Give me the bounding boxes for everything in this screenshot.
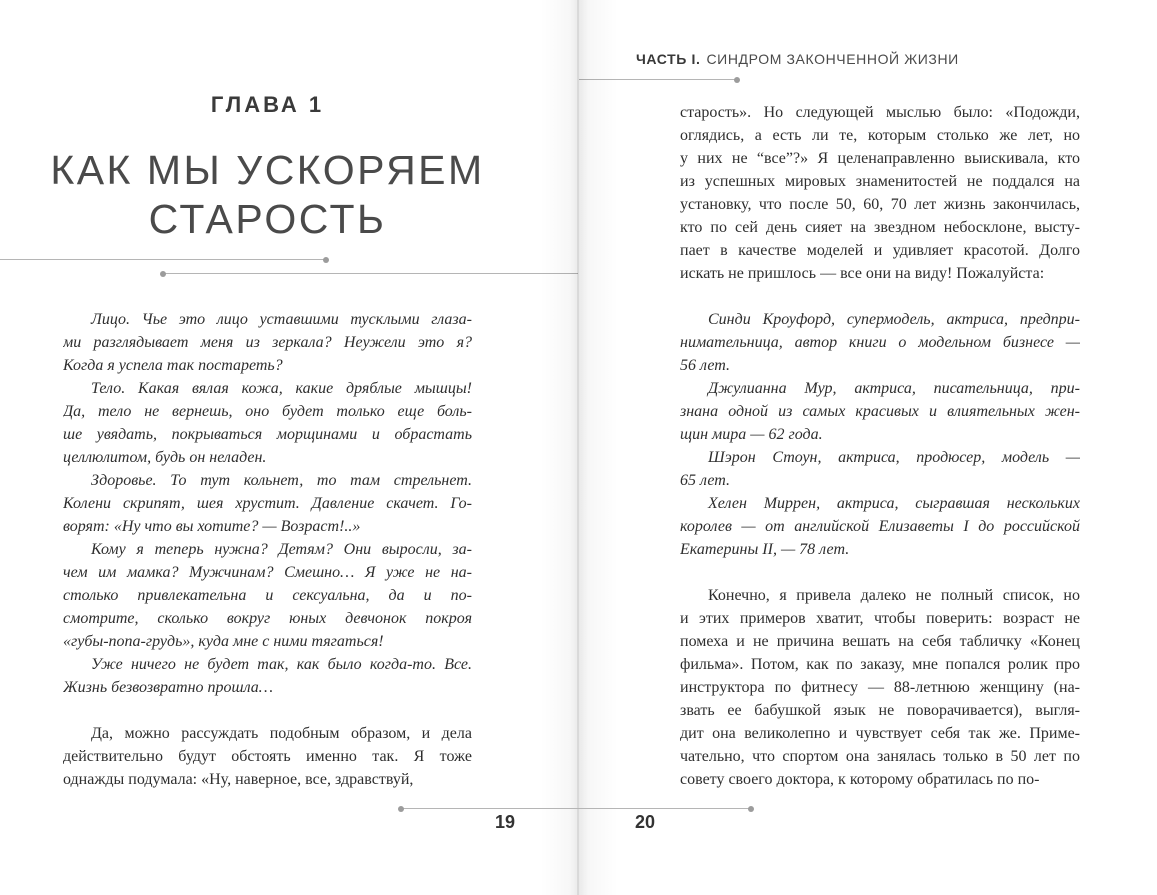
divider-line: [163, 273, 578, 274]
paragraph: [63, 653, 472, 699]
text-line: смотрите, сколько вокруг юных девчонок покроя: [63, 610, 472, 627]
text-line: Когда я успела так постареть?: [63, 357, 283, 374]
divider-dot: [398, 806, 404, 812]
page-number-left: 19: [494, 812, 516, 832]
paragraph: [63, 538, 472, 653]
text-line: инструктора по фитнесу — 88-летнюю женщину (на-: [680, 679, 1080, 696]
text-line: Да, можно рассуждать подобным образом, и дела: [91, 725, 472, 742]
text-line: королев — от английской Елизаветы I до российской: [680, 518, 1080, 535]
text-line: Кому я теперь нужна? Детям? Они выросли, за-: [91, 541, 472, 558]
text-line: Синди Кроуфорд, супермодель, актриса, предпри-: [708, 311, 1080, 328]
text-line: Хелен Миррен, актриса, сыгравшая нескольких: [708, 495, 1080, 512]
text-line: звать ее бабушкой язык не поворачивается), выгля-: [680, 702, 1080, 719]
footer-divider-line: [401, 808, 751, 809]
text-line: знана одной из самых красивых и влиятельных жен-: [680, 403, 1080, 420]
paragraph: [63, 469, 472, 538]
text-line: Тело. Какая вялая кожа, какие дряблые мышцы!: [91, 380, 472, 397]
text-line: чем им мамка? Мужчинам? Смешно… Я уже не на-: [63, 564, 472, 581]
text-line: ми разглядывает меня из зеркала? Неужели это я?: [63, 334, 472, 351]
divider-dot: [160, 271, 166, 277]
right-page[interactable]: [579, 0, 1157, 895]
paragraph: [680, 584, 1080, 791]
text-line: чательно, что спортом она занялась только в 50 лет по: [680, 748, 1080, 765]
text-line: «губы-попа-грудь», куда мне с ними тягаться!: [63, 633, 384, 650]
chapter-title-line-1: КАК МЫ УСКОРЯЕМ: [50, 147, 485, 193]
text-line: действительно будут обстоять именно так. Я тоже: [63, 748, 472, 765]
right-page-text-column: [680, 101, 1080, 791]
text-line: Конечно, я привела далеко не полный список, но: [708, 587, 1080, 604]
text-line: дит она великолепно и чувствует себя так же. Приме-: [680, 725, 1080, 742]
running-head-part-title: СИНДРОМ ЗАКОНЧЕННОЙ ЖИЗНИ: [706, 51, 959, 67]
text-line: ше увядать, покрываться морщинами и обрастать: [63, 426, 472, 443]
text-line: совету своего доктора, к которому обратилась по по-: [680, 771, 1040, 788]
text-line: Джулианна Мур, актриса, писательница, при-: [708, 380, 1080, 397]
paragraph: [63, 722, 472, 791]
running-head-part-label: ЧАСТЬ I.: [636, 51, 701, 67]
chapter-title: [0, 146, 535, 244]
text-line: целлюлитом, будь он неладен.: [63, 449, 267, 466]
text-line: фильма». Потом, как по заказу, мне попался ролик про: [680, 656, 1080, 673]
text-line: ворят: «Ну что вы хотите? — Возраст!..»: [63, 518, 361, 535]
paragraph: [680, 101, 1080, 285]
chapter-title-line-2: СТАРОСТЬ: [148, 196, 387, 242]
text-line: щин мира — 62 года.: [680, 426, 823, 443]
text-line: 56 лет.: [680, 357, 731, 374]
page-number-right: 20: [634, 812, 656, 832]
text-line: нимательница, автор книги о модельном бизнесе —: [680, 334, 1080, 351]
divider-dot: [748, 806, 754, 812]
text-line: столько привлекательна и сексуальна, да и по-: [63, 587, 472, 604]
text-line: Шэрон Стоун, актриса, продюсер, модель —: [708, 449, 1080, 466]
divider-line: [0, 259, 326, 260]
left-page[interactable]: [0, 0, 578, 895]
paragraph: [680, 377, 1080, 446]
paragraph: [680, 446, 1080, 492]
text-line: Да, тело не вернешь, оно будет только еще боль-: [63, 403, 472, 420]
text-line: оглядись, а есть ли те, которым столько же лет, но: [680, 127, 1080, 144]
text-line: кто по сей день сияет на звездном небосклоне, высту-: [680, 219, 1080, 236]
text-line: установку, что после 50, 60, 70 лет жизнь закончилась,: [680, 196, 1080, 213]
text-line: однажды подумала: «Ну, наверное, все, здравствуй,: [63, 771, 414, 788]
text-line: и этих примеров хватит, чтобы поверить: возраст не: [680, 610, 1080, 627]
text-line: искать не пришлось — все они на виду! Пожалуйста:: [680, 265, 1045, 282]
divider-line: [579, 79, 737, 80]
text-line: 65 лет.: [680, 472, 731, 489]
divider-dot: [323, 257, 329, 263]
text-line: Лицо. Чье это лицо уставшими тусклыми глаза-: [91, 311, 472, 328]
text-line: Жизнь безвозвратно прошла…: [63, 679, 273, 696]
text-line: старость». Но следующей мыслью было: «Подожди,: [680, 104, 1080, 121]
paragraph: [680, 308, 1080, 377]
paragraph: [63, 377, 472, 469]
text-line: пает в качестве моделей и удивляет красотой. Долго: [680, 242, 1080, 259]
running-head: [636, 51, 959, 67]
text-line: из успешных мировых знаменитостей не поддался на: [680, 173, 1080, 190]
text-line: Уже ничего не будет так, как было когда-то. Все.: [91, 656, 472, 673]
left-page-text-column: [63, 308, 472, 791]
text-line: Здоровье. То тут кольнет, то там стрельнет.: [91, 472, 472, 489]
text-line: у них не “все”?» Я целенаправленно выискивала, кто: [680, 150, 1080, 167]
divider-dot: [734, 77, 740, 83]
chapter-label: ГЛАВА 1: [210, 92, 325, 117]
paragraph: [680, 492, 1080, 561]
text-line: Колени скрипят, шея хрустит. Давление скачет. Го-: [63, 495, 472, 512]
paragraph: [63, 308, 472, 377]
text-line: помеха и не причина вешать на себя табличку «Конец: [680, 633, 1080, 650]
text-line: Екатерины II, — 78 лет.: [680, 541, 850, 558]
